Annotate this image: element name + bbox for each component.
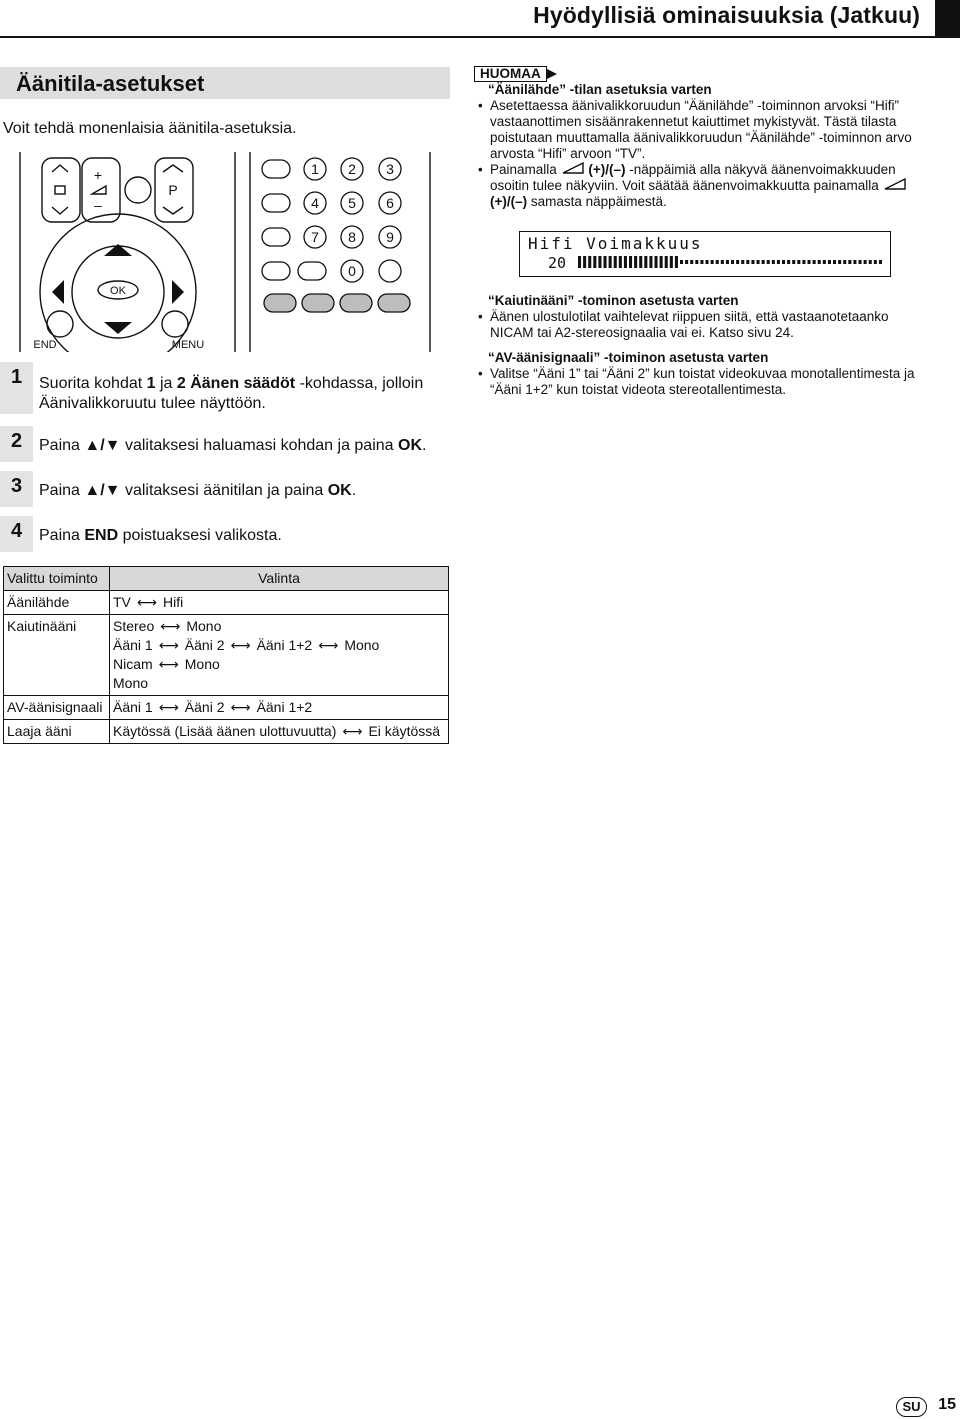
osd-bar-empty-segment [751,260,754,264]
choice-line [113,617,445,636]
volume-icon [561,162,585,174]
osd-bar-empty-segment [828,260,831,264]
osd-bar-empty-segment [685,260,688,264]
note-bullet-volume: • Painamalla (+)/(–) -näppäimiä alla näkyvä äänenvoimakkuuden osoitin tulee näkyviin. Voit säätää äänenvoimakkuutta painamalla (+)/(–) samasta näppäimestä. [474,162,934,210]
osd-bar-filled-segment [644,256,647,268]
table-cell-choices [110,720,449,744]
remote-menu-label: MENU [171,339,205,351]
step-3 [0,471,450,507]
table-row [4,720,449,744]
osd-bar-empty-segment [787,260,790,264]
remote-key-3: 3 [386,161,394,177]
osd-bar-filled-segment [665,256,668,268]
choice-option: Ääni 1 [113,637,153,653]
remote-end-label: END [33,339,57,351]
double-arrow-icon: ⟷ [160,618,181,634]
note-bullet-source: • Asetettaessa äänivalikkoruudun “Äänilähde” -toiminnon arvoksi “Hifi” vastaanottimen sisäänrakennetut kaiuttimet mykistyvät. Tästä tilasta poistutaan muuttamalla äänivalikkoruudun “Äänilähde” -toiminnon arvo arvosta “Hifi” arvoon “TV”. [474,98,934,162]
choice-option: Käytössä (Lisää äänen ulottuvuutta) [113,723,337,739]
remote-key-5: 5 [348,195,356,211]
choice-option: Nicam [113,656,153,672]
note-block-2 [474,293,934,398]
table-row [4,615,449,696]
osd-bar-filled-segment [629,256,632,268]
osd-bar-filled-segment [578,256,581,268]
double-arrow-icon: ⟷ [136,594,157,610]
osd-bar-filled-segment [614,256,617,268]
osd-bar-empty-segment [797,260,800,264]
osd-bar-filled-segment [604,256,607,268]
section-title: Äänitila-asetukset [16,71,205,96]
osd-bar-empty-segment [808,260,811,264]
double-arrow-icon: ⟷ [158,699,179,715]
page-header [0,0,960,38]
step-number: 1 [0,362,33,414]
remote-key-8: 8 [348,229,356,245]
osd-bar-empty-segment [762,260,765,264]
choice-option: Mono [113,675,149,691]
table-cell-function: Laaja ääni [4,720,110,744]
osd-bar-empty-segment [874,260,877,264]
remote-key-p: P [168,182,178,198]
choice-option: Ei käytössä [368,723,441,739]
osd-bar-filled-segment [583,256,586,268]
step-number: 3 [0,471,33,507]
choice-option: Ääni 1+2 [256,699,313,715]
remote-key-6: 6 [386,195,394,211]
osd-bar-filled-segment [634,256,637,268]
osd-bar-empty-segment [700,260,703,264]
osd-bar-filled-segment [655,256,658,268]
choice-line [113,636,445,655]
note-heading-source: “Äänilähde” -tilan asetuksia varten [488,82,712,97]
osd-bar-filled-segment [619,256,622,268]
osd-volume-bar [578,256,884,268]
step-number: 4 [0,516,33,552]
osd-bar-filled-segment [649,256,652,268]
osd-bar-empty-segment [848,260,851,264]
osd-bar-empty-segment [741,260,744,264]
note-heading-av: “AV-äänisignaali” -toiminon asetusta varten [488,350,769,365]
volume-icon [883,178,907,190]
remote-key-7: 7 [311,229,319,245]
table-cell-choices [110,615,449,696]
remote-key-plus: + [93,167,103,183]
osd-bar-empty-segment [879,260,882,264]
step-2 [0,426,450,462]
page-title: Hyödyllisiä ominaisuuksia (Jatkuu) [533,2,920,28]
double-arrow-icon: ⟷ [342,723,363,739]
osd-bar-empty-segment [690,260,693,264]
choice-option: Mono [184,656,220,672]
note-bullet-speaker: • Äänen ulostulotilat vaihtelevat riippuen siitä, että vastaanotetaanko NICAM tai A2-stereosignaalia vai ei. Katso sivu 24. [474,309,934,341]
choice-option: Hifi [162,594,184,610]
sound-options-table [3,566,449,744]
choice-option: Ääni 1 [113,699,153,715]
section-intro: Voit tehdä monenlaisia äänitila-asetuksia. [3,120,297,137]
page-number: 15 [938,1396,956,1413]
osd-bar-empty-segment [706,260,709,264]
remote-key-minus: – [94,197,102,213]
osd-bar-filled-segment [639,256,642,268]
choice-option: Mono [186,618,222,634]
table-cell-choices [110,696,449,720]
step-1 [0,362,450,414]
osd-bar-empty-segment [757,260,760,264]
osd-value: 20 [548,254,567,272]
choice-option: Stereo [113,618,155,634]
osd-bar-empty-segment [746,260,749,264]
double-arrow-icon: ⟷ [318,637,339,653]
choice-line [113,674,445,693]
step-number: 2 [0,426,33,462]
table-cell-function: Äänilähde [4,591,110,615]
note-block [474,66,934,210]
osd-bar-filled-segment [598,256,601,268]
osd-bar-empty-segment [843,260,846,264]
osd-bar-empty-segment [833,260,836,264]
osd-bar-empty-segment [802,260,805,264]
note-tag: HUOMAA [474,66,547,82]
choice-option: Mono [344,637,380,653]
note-bullet-av: • Valitse “Ääni 1” tai “Ääni 2” kun toistat videokuvaa monotallentimesta ja “Ääni 1+2” kun toistat videota stereotallentimesta. [474,366,934,398]
osd-bar-filled-segment [593,256,596,268]
double-arrow-icon: ⟷ [230,699,251,715]
osd-bar-filled-segment [675,256,678,268]
osd-bar-filled-segment [660,256,663,268]
osd-title: Hifi Voimakkuus [528,234,703,253]
osd-bar-filled-segment [588,256,591,268]
table-header-function: Valittu toiminto [4,567,110,591]
step-text: Paina ▲/▼ valitaksesi äänitilan ja paina OK. [39,482,357,499]
table-row [4,591,449,615]
step-text: Suorita kohdat 1 ja 2 Äänen säädöt -kohdassa, jolloin Äänivalikkoruutu tulee näyttöön. [39,375,424,412]
osd-bar-empty-segment [818,260,821,264]
choice-option: Ääni 2 [184,637,225,653]
osd-bar-filled-segment [624,256,627,268]
step-text: Paina ▲/▼ valitaksesi haluamasi kohdan ja paina OK. [39,437,427,454]
choice-line [113,655,445,674]
choice-line [113,593,445,612]
remote-key-9: 9 [386,229,394,245]
note-heading-speaker: “Kaiutinääni” -tominon asetusta varten [488,293,739,308]
choice-line [113,698,445,717]
osd-bar-empty-segment [767,260,770,264]
osd-bar-empty-segment [772,260,775,264]
osd-bar-empty-segment [695,260,698,264]
table-cell-choices [110,591,449,615]
osd-bar-empty-segment [838,260,841,264]
language-badge: SU [896,1397,927,1417]
remote-key-4: 4 [311,195,319,211]
choice-option: Ääni 1+2 [256,637,313,653]
choice-option: TV [113,594,131,610]
osd-bar-empty-segment [864,260,867,264]
remote-ok-label: OK [110,285,126,297]
osd-bar-empty-segment [859,260,862,264]
choice-line [113,722,445,741]
osd-bar-empty-segment [823,260,826,264]
double-arrow-icon: ⟷ [158,637,179,653]
osd-bar-empty-segment [813,260,816,264]
remote-key-0: 0 [348,263,356,279]
double-arrow-icon: ⟷ [158,656,179,672]
osd-bar-empty-segment [726,260,729,264]
osd-bar-empty-segment [782,260,785,264]
choice-option: Ääni 2 [184,699,225,715]
header-tab [935,0,960,38]
osd-bar-empty-segment [711,260,714,264]
osd-bar-empty-segment [777,260,780,264]
table-header-choice: Valinta [110,567,449,591]
step-text: Paina END poistuaksesi valikosta. [39,527,282,544]
osd-bar-empty-segment [731,260,734,264]
osd-bar-filled-segment [670,256,673,268]
table-row [4,696,449,720]
double-arrow-icon: ⟷ [230,637,251,653]
section-title-bar [0,67,450,99]
remote-key-1: 1 [311,161,319,177]
osd-bar-empty-segment [792,260,795,264]
osd-bar-empty-segment [736,260,739,264]
table-cell-function: Kaiutinääni [4,615,110,696]
table-cell-function: AV-äänisignaali [4,696,110,720]
remote-key-2: 2 [348,161,356,177]
remote-control-illustration [0,152,450,352]
osd-bar-empty-segment [853,260,856,264]
osd-bar-empty-segment [721,260,724,264]
osd-bar-filled-segment [609,256,612,268]
volume-osd [519,231,891,277]
osd-bar-empty-segment [680,260,683,264]
step-4 [0,516,450,552]
osd-bar-empty-segment [869,260,872,264]
osd-bar-empty-segment [716,260,719,264]
